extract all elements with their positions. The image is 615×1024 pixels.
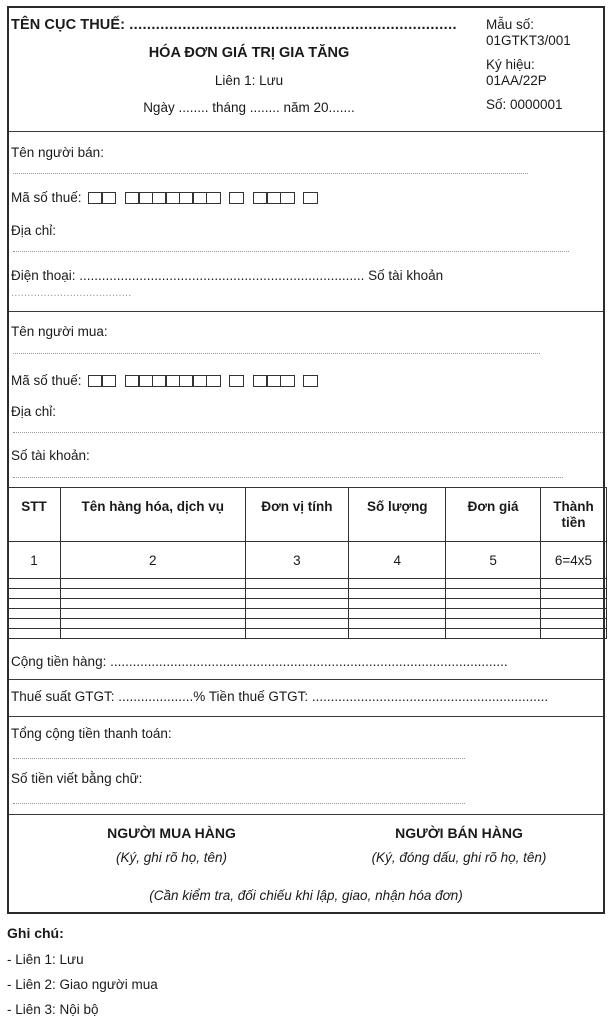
table-cell[interactable] xyxy=(541,629,607,639)
table-cell[interactable] xyxy=(245,619,349,629)
buyer-tax-code-boxes[interactable] xyxy=(88,375,327,387)
invoice-number: Số: 0000001 xyxy=(486,97,563,112)
tax-code-box-group xyxy=(253,192,294,204)
form-no-label: Mẫu số: xyxy=(486,17,535,32)
table-cell[interactable] xyxy=(349,579,446,589)
table-cell[interactable] xyxy=(8,629,61,639)
grand-total-field[interactable] xyxy=(13,758,465,759)
items-table xyxy=(7,487,607,639)
table-cell[interactable] xyxy=(245,629,349,639)
table-cell[interactable] xyxy=(8,589,61,599)
seller-name-label: Tên người bán: xyxy=(11,145,104,160)
col-header-quantity: Số lượng xyxy=(349,488,446,542)
seller-phone-label: Điện thoại: ............................................................................ xyxy=(11,268,365,283)
buyer-name-field[interactable] xyxy=(13,353,540,354)
tax-code-box-group xyxy=(125,192,220,204)
table-cell[interactable] xyxy=(349,629,446,639)
buyer-tax-code-label: Mã số thuế: xyxy=(11,373,82,388)
amount-in-words-label: Số tiền viết bằng chữ: xyxy=(11,771,143,786)
buyer-account-label: Số tài khoản: xyxy=(11,448,90,463)
table-cell[interactable] xyxy=(245,579,349,589)
table-cell[interactable] xyxy=(349,589,446,599)
table-cell[interactable] xyxy=(349,609,446,619)
table-cell[interactable] xyxy=(60,589,245,599)
tax-code-digit-box[interactable] xyxy=(280,375,295,387)
table-cell[interactable] xyxy=(446,579,541,589)
table-row xyxy=(8,609,607,619)
table-cell[interactable] xyxy=(8,609,61,619)
buyer-address-field[interactable] xyxy=(13,432,603,433)
signature-section xyxy=(9,815,603,914)
vat-field[interactable]: Thuế suất GTGT: ....................% Tiền thuế GTGT: ............................................................... xyxy=(11,689,549,704)
col-header-item-name: Tên hàng hóa, dịch vụ xyxy=(60,488,245,542)
seller-tax-code xyxy=(11,190,327,205)
col-number: 4 xyxy=(349,542,446,579)
subtotal-field[interactable]: Cộng tiền hàng: .......................................................................................................... xyxy=(11,654,508,669)
table-row xyxy=(8,599,607,609)
buyer-account-field[interactable] xyxy=(13,477,563,478)
tax-code-digit-box[interactable] xyxy=(206,192,221,204)
col-number: 3 xyxy=(245,542,349,579)
table-cell[interactable] xyxy=(245,599,349,609)
notes-title: Ghi chú: xyxy=(7,925,64,941)
seller-section xyxy=(9,132,603,312)
table-cell[interactable] xyxy=(446,599,541,609)
tax-code-box-group xyxy=(229,375,243,387)
tax-department-label: TÊN CỤC THUẾ: xyxy=(11,17,126,33)
buyer-tax-code xyxy=(11,373,327,388)
col-number: 2 xyxy=(60,542,245,579)
table-cell[interactable] xyxy=(8,579,61,589)
buyer-signature-title: NGƯỜI MUA HÀNG xyxy=(107,825,236,841)
table-header-row xyxy=(8,488,607,542)
copy-label: Liên 1: Lưu xyxy=(214,73,284,88)
table-cell[interactable] xyxy=(8,619,61,629)
table-cell[interactable] xyxy=(60,579,245,589)
invoice-form xyxy=(7,6,605,914)
grand-total-label: Tổng cộng tiền thanh toán: xyxy=(11,726,172,741)
seller-signature-note: (Ký, đóng dấu, ghi rõ họ, tên) xyxy=(371,850,547,865)
invoice-title: HÓA ĐƠN GIÁ TRỊ GIA TĂNG xyxy=(148,45,350,61)
col-header-amount: Thành tiền xyxy=(541,488,607,542)
note-item: - Liên 3: Nội bộ xyxy=(7,1002,99,1017)
tax-code-digit-box[interactable] xyxy=(303,375,318,387)
vat-section xyxy=(9,680,603,717)
table-cell[interactable] xyxy=(8,599,61,609)
amount-in-words-field[interactable] xyxy=(13,803,465,804)
tax-code-digit-box[interactable] xyxy=(303,192,318,204)
seller-account-label: Số tài khoản xyxy=(368,268,444,283)
tax-code-digit-box[interactable] xyxy=(101,375,116,387)
note-item: - Liên 1: Lưu xyxy=(7,952,84,967)
col-number: 6=4x5 xyxy=(541,542,607,579)
table-cell[interactable] xyxy=(541,609,607,619)
table-cell[interactable] xyxy=(60,609,245,619)
form-no-value: 01GTKT3/001 xyxy=(486,33,571,48)
col-header-stt: STT xyxy=(8,488,61,542)
check-note: (Cần kiểm tra, đối chiếu khi lập, giao, nhận hóa đơn) xyxy=(149,888,463,903)
seller-signature-title: NGƯỜI BÁN HÀNG xyxy=(395,825,523,841)
table-row xyxy=(8,629,607,639)
table-cell[interactable] xyxy=(446,619,541,629)
table-cell[interactable] xyxy=(60,599,245,609)
tax-code-digit-box[interactable] xyxy=(206,375,221,387)
seller-phone-field[interactable] xyxy=(11,268,443,283)
tax-code-box-group xyxy=(88,192,115,204)
invoice-header xyxy=(9,8,603,132)
table-cell[interactable] xyxy=(541,619,607,629)
invoice-meta xyxy=(486,17,571,113)
note-item: - Liên 2: Giao người mua xyxy=(7,977,158,992)
col-number: 1 xyxy=(8,542,61,579)
table-cell[interactable] xyxy=(60,629,245,639)
table-cell[interactable] xyxy=(541,589,607,599)
buyer-name-label: Tên người mua: xyxy=(11,324,108,339)
buyer-address-label: Địa chỉ: xyxy=(11,404,57,419)
table-row xyxy=(8,589,607,599)
table-cell[interactable] xyxy=(446,629,541,639)
column-number-row xyxy=(8,542,607,579)
tax-code-box-group xyxy=(303,375,317,387)
tax-code-digit-box[interactable] xyxy=(229,375,244,387)
seller-name-field[interactable] xyxy=(13,173,528,174)
tax-code-box-group xyxy=(125,375,220,387)
tax-code-box-group xyxy=(229,192,243,204)
table-row xyxy=(8,619,607,629)
table-cell[interactable] xyxy=(60,619,245,629)
subtotal-section xyxy=(9,643,603,680)
buyer-section xyxy=(9,312,603,487)
table-cell[interactable] xyxy=(245,589,349,599)
tax-code-box-group xyxy=(88,375,115,387)
tax-code-box-group xyxy=(303,192,317,204)
col-number: 5 xyxy=(446,542,541,579)
seller-account-field[interactable]: ..................................... xyxy=(11,287,132,299)
buyer-signature-note: (Ký, ghi rõ họ, tên) xyxy=(115,850,228,865)
seller-signature[interactable] xyxy=(344,825,574,865)
grand-total-section xyxy=(9,717,603,815)
tax-department-field[interactable] xyxy=(11,17,457,33)
tax-department-dots: .......................................................................... xyxy=(129,17,457,33)
col-header-unit-price: Đơn giá xyxy=(446,488,541,542)
seller-address-field[interactable] xyxy=(13,251,569,252)
tax-code-box-group xyxy=(253,375,294,387)
symbol-value: 01AA/22P xyxy=(486,73,547,88)
table-cell[interactable] xyxy=(446,609,541,619)
tax-code-digit-box[interactable] xyxy=(280,192,295,204)
seller-tax-code-label: Mã số thuế: xyxy=(11,190,82,205)
tax-code-digit-box[interactable] xyxy=(101,192,116,204)
col-header-unit: Đơn vị tính xyxy=(245,488,349,542)
seller-tax-code-boxes[interactable] xyxy=(88,192,327,204)
table-cell[interactable] xyxy=(349,599,446,609)
table-cell[interactable] xyxy=(541,579,607,589)
tax-code-digit-box[interactable] xyxy=(229,192,244,204)
table-cell[interactable] xyxy=(446,589,541,599)
buyer-signature[interactable] xyxy=(69,825,274,865)
notes-section xyxy=(7,925,158,1024)
table-cell[interactable] xyxy=(541,599,607,609)
table-row xyxy=(8,579,607,589)
symbol-label: Ký hiệu: xyxy=(486,57,535,72)
seller-address-label: Địa chỉ: xyxy=(11,223,57,238)
table-cell[interactable] xyxy=(349,619,446,629)
table-cell[interactable] xyxy=(245,609,349,619)
date-line[interactable]: Ngày ........ tháng ........ năm 20....... xyxy=(143,100,355,115)
